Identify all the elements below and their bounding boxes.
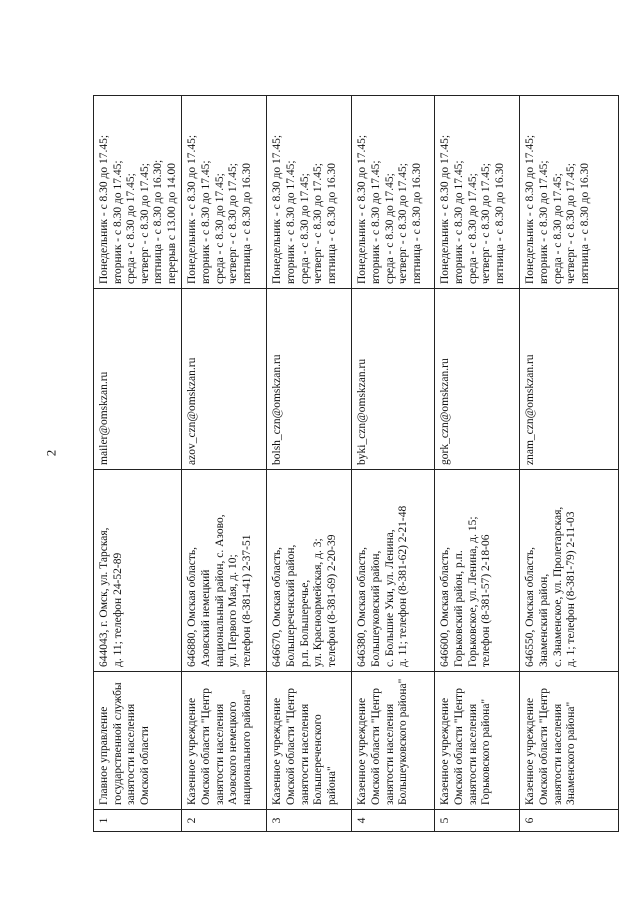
- postal-address-line: д. 1; телефон (8-381-79) 2-11-03: [565, 511, 578, 667]
- postal-address-line: д. 11; телефон (8-381-62) 2-21-48: [397, 505, 410, 667]
- working-hours-line: четверг - с 8.30 до 17.45;: [565, 163, 578, 284]
- organization-name-line: занятости населения: [466, 703, 479, 805]
- working-hours: [352, 96, 435, 289]
- organization-name-line: Омской области "Центр: [199, 688, 212, 805]
- organization-name: [520, 672, 619, 810]
- working-hours-line: среда - с 8.30 до 17.45;: [383, 173, 396, 284]
- table-row: [182, 96, 267, 832]
- working-hours-line: пятница - с 8.30 до 16.30: [240, 163, 253, 284]
- postal-address-line: 646600, Омская область,: [439, 546, 452, 667]
- working-hours-line: вторник - с 8.30 до 17.45;: [284, 160, 297, 284]
- working-hours-line: среда - с 8.30 до 17.45;: [551, 173, 564, 284]
- table-row: [520, 96, 619, 832]
- postal-address: [520, 470, 619, 672]
- working-hours-line: вторник - с 8.30 до 17.45;: [369, 160, 382, 284]
- postal-address-line: ул. Красноармейская, д. 3;: [312, 538, 325, 667]
- organization-name-line: государственной службы: [111, 682, 124, 805]
- organization-name-line: Большереченского: [312, 714, 325, 805]
- organization-name-line: Казенное учреждение: [356, 697, 369, 805]
- organization-name-line: района": [325, 766, 338, 805]
- row-number: 1: [94, 810, 182, 832]
- email-address: [520, 289, 619, 470]
- working-hours: [267, 96, 352, 289]
- email-address: [182, 289, 267, 470]
- table-row: [267, 96, 352, 832]
- postal-address-line: 644043, г. Омск, ул. Тарская,: [98, 527, 110, 667]
- organization-name: [435, 672, 520, 810]
- postal-address-line: с. Большие Уки, ул. Ленина,: [383, 529, 396, 667]
- working-hours-line: среда - с 8.30 до 17.45;: [213, 173, 226, 284]
- email-text: byki_czn@omskzan.ru: [356, 358, 369, 465]
- organization-name: [352, 672, 435, 810]
- organization-name-line: Большеуковского района": [397, 678, 410, 805]
- organization-name-line: национального района": [240, 689, 253, 805]
- postal-address: [352, 470, 435, 672]
- postal-address-line: Горьковский район, р.п.: [452, 550, 465, 667]
- working-hours: [435, 96, 520, 289]
- postal-address-line: 646380, Омская область,: [356, 546, 369, 667]
- working-hours-line: четверг - с 8.30 до 17.45;: [312, 163, 325, 284]
- table-row: [352, 96, 435, 832]
- postal-address-line: Азовский немецкий: [199, 569, 212, 667]
- working-hours: [520, 96, 619, 289]
- email-text: bolsh_czn@omskzan.ru: [271, 354, 284, 465]
- email-text: gork_czn@omskzan.ru: [439, 358, 452, 465]
- working-hours-line: Понедельник - с 8.30 до 17.45;: [439, 134, 452, 284]
- working-hours-line: пятница - с 8.30 до 16.30: [325, 163, 338, 284]
- postal-address-line: Знаменский район,: [537, 573, 550, 667]
- email-address: [435, 289, 520, 470]
- postal-address-line: Горьковское, ул. Ленина, д. 15;: [466, 516, 479, 667]
- working-hours-line: пятница - с 8.30 до 16.30: [493, 163, 506, 284]
- working-hours-line: четверг - с 8.30 до 17.45;: [480, 163, 493, 284]
- postal-address-line: Большереченский район,: [284, 544, 297, 667]
- organization-name-line: Омской области "Центр: [452, 688, 465, 805]
- table-row: [94, 96, 182, 832]
- working-hours-line: четверг - с 8.30 до 17.45;: [227, 163, 240, 284]
- row-number: 3: [267, 810, 352, 832]
- organization-name-line: Знаменского района": [565, 701, 578, 805]
- row-number: 5: [435, 810, 520, 832]
- organization-name: [94, 672, 182, 810]
- organization-name-line: Омской области "Центр: [284, 688, 297, 805]
- organization-name-line: Омской области "Центр: [369, 688, 382, 805]
- postal-address: [435, 470, 520, 672]
- working-hours: [94, 96, 182, 289]
- organization-name-line: Казенное учреждение: [439, 697, 452, 805]
- working-hours-line: вторник - с 8.30 до 17.45;: [537, 160, 550, 284]
- postal-address-line: Большеуковский район,: [369, 550, 382, 667]
- email-address: [267, 289, 352, 470]
- organization-name-line: занятости населения: [213, 703, 226, 805]
- postal-address-line: 646880, Омская область,: [186, 546, 199, 667]
- working-hours-line: Понедельник - с 8.30 до 17.45;: [98, 134, 110, 284]
- table-row: [435, 96, 520, 832]
- working-hours-line: четверг - с 8.30 до 17.45;: [138, 163, 151, 284]
- row-number: 2: [182, 810, 267, 832]
- organization-name-line: Азовского немецкого: [227, 701, 240, 805]
- postal-address-line: 646670, Омская область,: [271, 546, 284, 667]
- working-hours-line: Понедельник - с 8.30 до 17.45;: [356, 134, 369, 284]
- page-number: 2: [43, 449, 59, 457]
- email-text: azov_czn@omskzan.ru: [186, 357, 199, 465]
- postal-address: [182, 470, 267, 672]
- working-hours-line: Понедельник - с 8.30 до 17.45;: [186, 134, 199, 284]
- postal-address-line: телефон (8-381-41) 2-37-51: [240, 534, 253, 667]
- organization-name-line: Казенное учреждение: [186, 697, 199, 805]
- email-text: mailer@omskzan.ru: [98, 371, 110, 465]
- employment-centers-table: [93, 95, 619, 832]
- postal-address-line: с. Знаменское, ул. Пролетарская,: [551, 506, 564, 667]
- organization-name: [267, 672, 352, 810]
- working-hours-line: Понедельник - с 8.30 до 17.45;: [524, 134, 537, 284]
- working-hours-line: вторник - с 8.30 до 17.45;: [199, 160, 212, 284]
- postal-address-line: 646550, Омская область,: [524, 546, 537, 667]
- working-hours-line: вторник - с 8.30 до 17.45;: [111, 160, 124, 284]
- row-number: 4: [352, 810, 435, 832]
- postal-address-line: национальный район, с. Азово,: [213, 514, 226, 667]
- working-hours-line: среда - с 8.30 до 17.45;: [466, 173, 479, 284]
- table-body: [94, 96, 619, 832]
- organization-name-line: Омской области "Центр: [537, 688, 550, 805]
- organization-name-line: Главное управление: [98, 706, 110, 805]
- working-hours-line: перерыв с 13.00 до 14.00: [165, 163, 178, 284]
- email-text: znam_czn@omskzan.ru: [524, 354, 537, 465]
- postal-address-line: телефон (8-381-57) 2-18-06: [480, 534, 493, 667]
- postal-address-line: телефон (8-381-69) 2-20-39: [325, 534, 338, 667]
- organization-name-line: Горьковского района": [480, 698, 493, 805]
- email-address: [94, 289, 182, 470]
- organization-name-line: Омской области: [138, 726, 151, 805]
- working-hours-line: Понедельник - с 8.30 до 17.45;: [271, 134, 284, 284]
- working-hours-line: пятница - с 8.30 до 16.30;: [152, 159, 165, 284]
- organization-name-line: занятости населения: [298, 703, 311, 805]
- postal-address-line: ул. Первого Мая, д. 10;: [227, 554, 240, 667]
- postal-address-line: д. 11; телефон 24-52-89: [111, 552, 124, 667]
- postal-address: [267, 470, 352, 672]
- row-number: 6: [520, 810, 619, 832]
- postal-address: [94, 470, 182, 672]
- organization-name-line: занятости населения: [383, 703, 396, 805]
- rotated-table-container: [93, 96, 618, 832]
- working-hours-line: пятница - с 8.30 до 16.30: [578, 163, 591, 284]
- working-hours-line: четверг - с 8.30 до 17.45;: [397, 163, 410, 284]
- working-hours: [182, 96, 267, 289]
- email-address: [352, 289, 435, 470]
- organization-name-line: занятости населения: [125, 703, 138, 805]
- working-hours-line: вторник - с 8.30 до 17.45;: [452, 160, 465, 284]
- working-hours-line: пятница - с 8.30 до 16.30: [410, 163, 423, 284]
- organization-name-line: Казенное учреждение: [524, 697, 537, 805]
- organization-name: [182, 672, 267, 810]
- organization-name-line: занятости населения: [551, 703, 564, 805]
- working-hours-line: среда - с 8.30 до 17.45;: [125, 173, 138, 284]
- organization-name-line: Казенное учреждение: [271, 697, 284, 805]
- postal-address-line: р.п. Большеречье,: [298, 579, 311, 667]
- working-hours-line: среда - с 8.30 до 17.45;: [298, 173, 311, 284]
